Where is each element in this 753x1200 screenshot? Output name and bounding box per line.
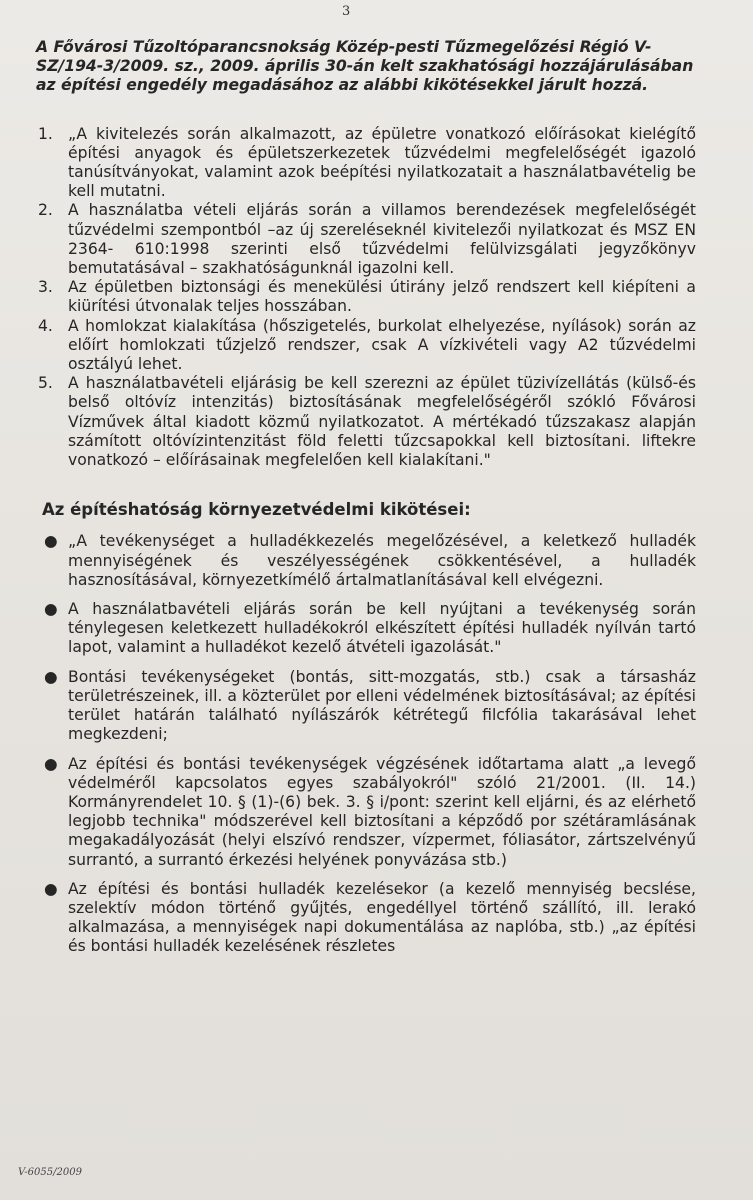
bullet-dot-icon: ●: [44, 532, 58, 551]
page-number: 3: [342, 4, 351, 19]
environmental-conditions: [36, 532, 696, 956]
condition-text: A használatba vételi eljárás során a villamos berendezések megfelelőségét tűzvédelmi szempontból –az új szereléseknél kivitelezői nyilatkozat és MSZ EN 2364- 610:1998 szerinti első tűzvédelmi felülvizsgálati jegyzőkönyv bemutatásával – szakhatóságunknál igazolni kell.: [68, 201, 696, 278]
condition-number: 1.: [38, 124, 53, 143]
condition-text: Az épületben biztonsági és menekülési útirány jelző rendszert kell kiépíteni a kiürítési útvonalak teljes hosszában.: [68, 278, 696, 316]
condition-text: „A kivitelezés során alkalmazott, az épületre vonatkozó előírásokat kielégítő építési anyagok és épületszerkezetek tűzvédelmi megfelelőségét igazoló tanúsítványokat, valamint azok beépítési nyilatkozatait a használatbavételig be kell mutatni.: [68, 124, 696, 201]
condition-number: 4.: [38, 316, 53, 335]
condition-item: [36, 125, 696, 202]
fire-safety-conditions: [36, 125, 696, 471]
bullet-item: [36, 532, 696, 590]
bullet-item: [36, 880, 696, 957]
condition-number: 3.: [38, 278, 53, 297]
bullet-text: Az építési és bontási tevékenységek végzésének időtartama alatt „a levegő védelméről kapcsolatos egyes szabályokról" szóló 21/2001. (II. 14.) Kormányrendelet 10. § (1)-(6) bek. 3. § i/pont: szerint kell eljárni, és az elérhető legjobb technika" módszerével kell biztosítani a képződő por szétáramlásának megakadályozását (helyi elszívó rendszer, vízpermet, fóliasátor, zártszelvényű surrantó, a surrantó érkezési helyének ponyvázása stb.): [68, 754, 696, 869]
bullet-dot-icon: ●: [44, 667, 58, 686]
bullet-text: A használatbavételi eljárás során be kell nyújtani a tevékenység során ténylegesen keletkezett hulladékokról elkészített építési hulladék nyílván tartó lapot, valamint a hulladékot kezelő átvételi igazolását.": [68, 600, 696, 657]
bullet-dot-icon: ●: [44, 879, 58, 898]
bullet-text: Az építési és bontási hulladék kezelésekor (a kezelő mennyiség becslése, szelektív módon történő gyűjtés, engedéllyel történő szállító, ill. lerakó alkalmazása, a mennyiségek napi dokumentálása az naplóba, stb.) „az építési és bontási hulladék kezelésének részletes: [68, 879, 696, 956]
bullet-text: „A tevékenységet a hulladékkezelés megelőzésével, a keletkező hulladék mennyiségének és veszélyességének csökkentésével, a hulladék hasznosításával, környezetkímélő ártalmatlanításával kell elvégezni.: [68, 532, 696, 589]
document-body: [36, 38, 696, 967]
bullet-text: Bontási tevékenységeket (bontás, sitt-mozgatás, stb.) csak a társasház területrészeinek, ill. a közterület por elleni védelmének biztosításával; az építési terület határán található nyílászárók kétrétegű filcfólia takarásával lehet megkezdeni;: [68, 667, 696, 744]
condition-number: 2.: [38, 201, 53, 220]
condition-text: A homlokzat kialakítása (hőszigetelés, burkolat elhelyezése, nyílások) során az előírt homlokzati tűzjelző rendszer, csak A vízkivételi vagy A2 tűzvédelmi osztályú lehet.: [68, 316, 696, 374]
bullet-item: [36, 668, 696, 745]
document-reference: V-6055/2009: [18, 1167, 82, 1178]
authority-heading: A Fővárosi Tűzoltóparancsnokság Közép-pesti Tűzmegelőzési Régió V-SZ/194-3/2009. sz., 2009. április 30-án kelt szakhatósági hozzájárulásában az építési engedély megadásához az alábbi kikötésekkel járult hozzá.: [36, 38, 694, 95]
bullet-dot-icon: ●: [44, 600, 58, 619]
condition-number: 5.: [38, 374, 53, 393]
condition-item: [36, 317, 696, 375]
condition-text: A használatbavételi eljárásig be kell szerezni az épület tüzivízellátás (külső-és belső oltóvíz intenzitás) biztosításának megfelelőségéről szókló Fővárosi Vízművek által kiadott közmű nyilatkozatot. A mértékadó tűzszakasz alapján számított oltóvízintenzitást föld feletti tűzcsapokkal kell biztosítani. liftekre vonatkozó – előírásainak megfelelően kell kialakítani.": [68, 374, 696, 470]
bullet-item: [36, 755, 696, 870]
condition-item: [36, 201, 696, 278]
condition-item: [36, 374, 696, 470]
bullet-dot-icon: ●: [44, 754, 58, 773]
section-title: Az építéshatóság környezetvédelmi kikötései:: [42, 500, 471, 520]
condition-item: [36, 278, 696, 316]
bullet-item: [36, 600, 696, 658]
